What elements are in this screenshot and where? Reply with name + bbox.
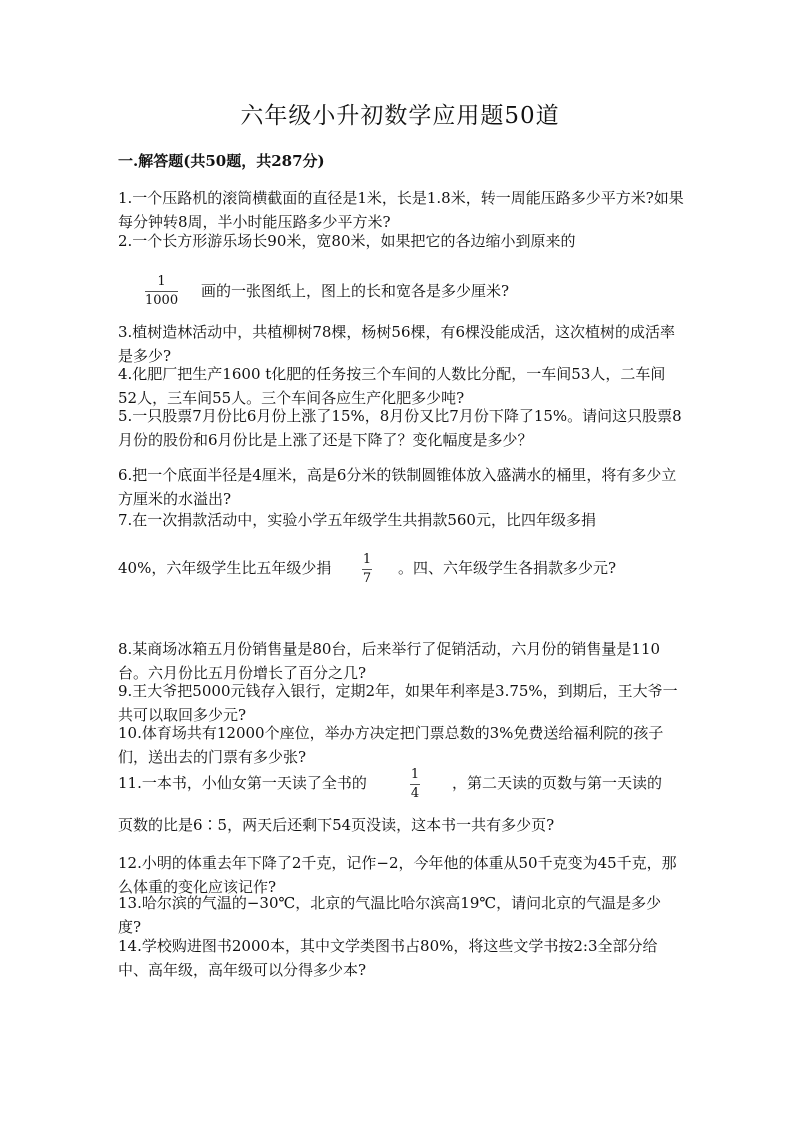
question-11-fraction	[410, 767, 420, 802]
question-7-part-2: 40%，六年级学生比五年级少捐	[118, 559, 332, 577]
question-11-line-2: 页数的比是6∶5，两天后还剩下54页没读，这本书一共有多少页?	[118, 816, 555, 834]
fraction-bar	[362, 569, 372, 570]
fraction-numerator: 1	[362, 552, 372, 567]
question-7-part-3: 。四、六年级学生各捐款多少元?	[398, 559, 617, 577]
fraction-numerator: 1	[410, 767, 420, 782]
question-14: 14.学校购进图书2000本，其中文学类图书占80%，将这些文学书按2:3全部分给中、高年级，高年级可以分得多少本?	[118, 937, 658, 979]
fraction-denominator: 1000	[145, 293, 179, 308]
question-11-part-2: ，第二天读的页数与第一天读的	[452, 774, 663, 792]
fraction-bar	[410, 784, 420, 785]
question-6: 6.把一个底面半径是4厘米，高是6分米的铁制圆锥体放入盛满水的桶里，将有多少立方厘米的水溢出?	[118, 466, 677, 508]
question-3: 3.植树造林活动中，共植柳树78棵，杨树56棵，有6棵没能成活，这次植树的成活率是多少?	[118, 323, 676, 365]
question-7-line-1: 7.在一次捐款活动中，实验小学五年级学生共捐款560元，比四年级多捐	[118, 511, 596, 529]
question-7-fraction	[362, 552, 372, 587]
question-2-fraction	[145, 274, 178, 309]
fraction-numerator: 1	[157, 274, 166, 289]
question-4: 4.化肥厂把生产1600 t化肥的任务按三个车间的人数比分配，一车间53人，二车间52人，三车间55人。三个车间各应生产化肥多少吨?	[118, 365, 666, 407]
question-11-part-1: 11.一本书，小仙女第一天读了全书的	[118, 774, 367, 792]
question-12: 12.小明的体重去年下降了2千克，记作−2，今年他的体重从50千克变为45千克，那么体重的变化应该记作?	[118, 854, 677, 896]
fraction-denominator: 7	[362, 571, 372, 586]
question-5: 5.一只股票7月份比6月份上涨了15%，8月份又比7月份下降了15%。请问这只股票8月份的股份和6月份比是上涨了还是下降了？变化幅度是多少？	[118, 407, 682, 449]
fraction-denominator: 4	[410, 786, 420, 801]
section-heading: 一.解答题(共50题，共287分)	[118, 152, 325, 170]
question-2-line-1: 2.一个长方形游乐场长90米，宽80米，如果把它的各边缩小到原来的	[118, 232, 576, 250]
question-8: 8.某商场冰箱五月份销售量是80台，后来举行了促销活动，六月份的销售量是110台。六月份比五月份增长了百分之几?	[118, 640, 661, 682]
fraction-bar	[145, 291, 178, 292]
question-2-line-2: 画的一张图纸上，图上的长和宽各是多少厘米?	[201, 282, 510, 300]
page-title: 六年级小升初数学应用题50道	[240, 103, 560, 129]
question-1: 1.一个压路机的滚筒横截面的直径是1米，长是1.8米，转一周能压路多少平方米?如果每分钟转8周，半小时能压路多少平方米?	[118, 189, 684, 231]
question-10: 10.体育场共有12000个座位，举办方决定把门票总数的3%免费送给福利院的孩子们，送出去的门票有多少张?	[118, 724, 664, 766]
question-13: 13.哈尔滨的气温的−30℃，北京的气温比哈尔滨高19℃，请问北京的气温是多少度?	[118, 894, 662, 936]
question-9: 9.王大爷把5000元钱存入银行，定期2年，如果年利率是3.75%，到期后，王大爷一共可以取回多少元?	[118, 682, 678, 724]
